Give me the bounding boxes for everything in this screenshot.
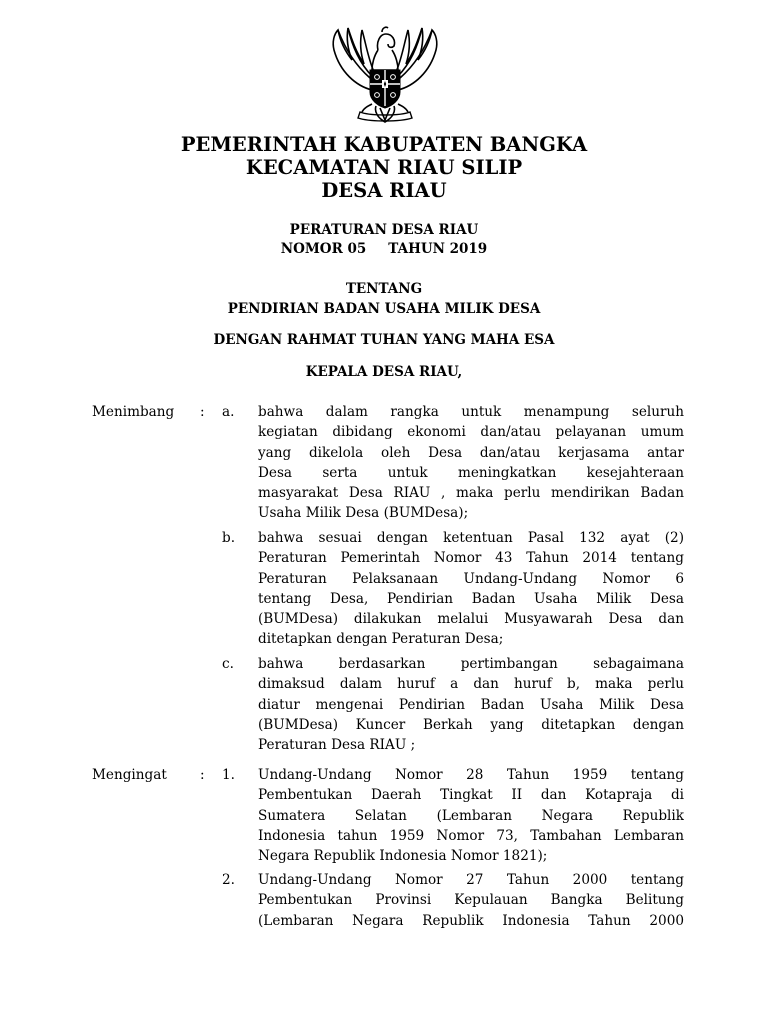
text-line: Undang-Undang Nomor 27 Tahun 2000 tentang xyxy=(258,872,684,888)
text-line: yang dikelola oleh Desa dan/atau kerjasama antar xyxy=(258,444,684,461)
item-text xyxy=(258,528,684,650)
garuda-emblem-icon xyxy=(326,20,444,126)
text-line: Peraturan Pelaksanaan Undang-Undang Nomor 6 xyxy=(258,570,684,587)
issuer-line: KEPALA DESA RIAU, xyxy=(305,364,463,380)
text-line: dimaksud dalam huruf a dan huruf b, maka perlu xyxy=(258,676,684,693)
government-heading xyxy=(0,133,768,202)
text-line: Usaha Milik Desa (BUMDesa); xyxy=(258,505,469,522)
text-line: Desa serta untuk meningkatkan kesejahteraan xyxy=(258,464,684,481)
about-subject: PENDIRIAN BADAN USAHA MILIK DESA xyxy=(227,301,541,317)
recalling-colon: : xyxy=(200,767,205,783)
text-line: kegiatan dibidang ekonomi dan/atau pelayanan umum xyxy=(258,424,684,441)
regulation-title: PERATURAN DESA RIAU xyxy=(289,222,479,238)
text-line: masyarakat Desa RIAU , maka perlu mendirikan Badan xyxy=(258,485,684,502)
text-line: Indonesia tahun 1959 Nomor 73, Tambahan Lembaran xyxy=(258,827,684,844)
text-line: (BUMDesa) Kuncer Berkah yang ditetapkan dengan xyxy=(258,716,684,733)
item-marker: a. xyxy=(222,404,235,420)
item-marker: 2. xyxy=(222,872,235,888)
blessing-line: DENGAN RAHMAT TUHAN YANG MAHA ESA xyxy=(213,332,555,348)
text-line: Negara Republik Indonesia Nomor 1821); xyxy=(258,848,548,865)
item-text xyxy=(258,402,684,524)
item-marker: c. xyxy=(222,656,234,672)
gov-line-regency: PEMERINTAH KABUPATEN BANGKA xyxy=(180,133,588,156)
item-text xyxy=(258,870,684,931)
text-line: Pembentukan Provinsi Kepulauan Bangka Belitung xyxy=(258,892,684,909)
text-line: tentang Desa, Pendirian Badan Usaha Milik Desa xyxy=(258,590,684,607)
gov-line-village: DESA RIAU xyxy=(321,179,447,202)
item-text xyxy=(258,765,684,866)
text-line: Undang-Undang Nomor 28 Tahun 1959 tentang xyxy=(258,767,684,783)
gov-line-district: KECAMATAN RIAU SILIP xyxy=(245,156,523,179)
text-line: bahwa dalam rangka untuk menampung seluruh xyxy=(258,404,684,420)
text-line: diatur mengenai Pendirian Badan Usaha Milik Desa xyxy=(258,696,684,713)
recalling-label: Mengingat xyxy=(92,767,167,783)
text-line: (BUMDesa) dilakukan melalui Musyawarah Desa dan xyxy=(258,611,684,628)
text-line: bahwa sesuai dengan ketentuan Pasal 132 ayat (2) xyxy=(258,530,684,546)
considering-label: Menimbang xyxy=(92,404,175,420)
text-line: Sumatera Selatan (Lembaran Negara Republik xyxy=(258,807,684,824)
regulation-number: NOMOR 05 xyxy=(280,241,367,257)
considering-colon: : xyxy=(200,404,205,420)
text-line: Peraturan Pemerintah Nomor 43 Tahun 2014 tentang xyxy=(258,550,684,567)
about-heading xyxy=(0,279,768,319)
regulation-number-line xyxy=(0,240,768,259)
item-marker: b. xyxy=(222,530,236,546)
text-line: Peraturan Desa RIAU ; xyxy=(258,737,416,754)
item-marker: 1. xyxy=(222,767,235,783)
text-line: Pembentukan Daerah Tingkat II dan Kotapraja di xyxy=(258,787,684,804)
text-line: ditetapkan dengan Peraturan Desa; xyxy=(258,631,504,648)
about-label: TENTANG xyxy=(345,281,423,297)
text-line: bahwa berdasarkan pertimbangan sebagaimana xyxy=(258,656,684,672)
regulation-year: TAHUN 2019 xyxy=(388,241,488,257)
text-line: (Lembaran Negara Republik Indonesia Tahun 2000 xyxy=(258,912,684,929)
regulation-heading xyxy=(0,221,768,259)
item-text xyxy=(258,654,684,755)
